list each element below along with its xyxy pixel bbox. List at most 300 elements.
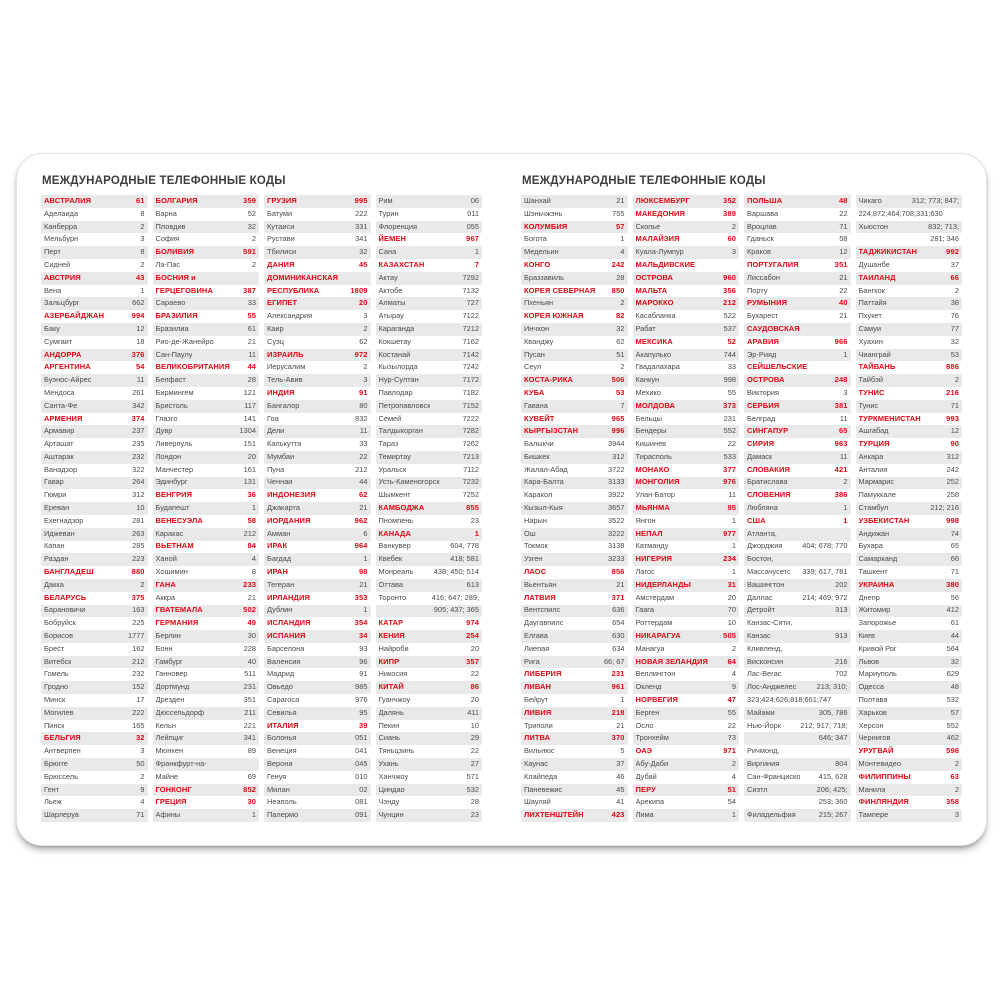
phone-code: 32 [135, 733, 145, 743]
code-column [264, 195, 371, 822]
country-name: КИПР [378, 656, 400, 666]
city-row [376, 310, 483, 323]
country-name: РУМЫНИЯ [747, 298, 788, 308]
phone-code: 263 [132, 528, 145, 538]
country-name: ИРЛАНДИЯ [267, 592, 310, 602]
phone-code: 356 [723, 285, 736, 295]
city-name: Шымкент [378, 490, 411, 500]
phone-code: 961 [611, 682, 625, 692]
phone-code: 322 [132, 464, 145, 474]
phone-code: 43 [135, 272, 145, 282]
phone-code: 832 [355, 413, 368, 423]
city-name: Усть-Каменогорск [378, 477, 440, 487]
city-row [633, 605, 740, 618]
country-row [521, 387, 628, 400]
phone-code: 231 [243, 682, 256, 692]
phone-code: 2 [731, 643, 736, 653]
city-row [41, 515, 148, 528]
city-row [376, 297, 483, 310]
phone-code: 386 [834, 490, 848, 500]
city-row [376, 349, 483, 362]
city-name: Паттайя [858, 298, 887, 308]
city-name: Рига [524, 656, 540, 666]
city-row [856, 425, 963, 438]
phone-code: 3 [363, 375, 368, 385]
phone-code: 423 [611, 810, 625, 820]
phone-code: 2 [620, 362, 625, 372]
city-row [633, 809, 740, 822]
city-name: Кызылорда [378, 362, 418, 372]
phone-code: 8 [140, 208, 145, 218]
phone-code: 2 [251, 259, 256, 269]
city-name: Барселона [267, 643, 305, 653]
city-row [153, 758, 260, 771]
city-row [376, 323, 483, 336]
phone-code: 7 [620, 400, 625, 410]
city-row [153, 643, 260, 656]
city-name: Кызыл-Кыя [524, 503, 563, 513]
phone-code: 3522 [608, 515, 625, 525]
city-row [856, 451, 963, 464]
city-row [521, 796, 628, 809]
phone-code: 52 [247, 208, 256, 218]
phone-code: 32 [950, 336, 959, 346]
city-row [856, 720, 963, 733]
city-row [744, 681, 851, 694]
country-row [521, 285, 628, 298]
phone-code: 357 [466, 656, 479, 666]
city-name: Болонья [267, 733, 297, 743]
city-name: Ташкент [858, 567, 888, 577]
country-row [521, 732, 628, 745]
city-name: Арташат [44, 439, 74, 449]
phone-code: 972 [354, 349, 368, 359]
phone-code: 533 [723, 451, 736, 461]
phone-code: 081 [355, 797, 368, 807]
phone-code: 51 [727, 784, 736, 794]
phone-code: 3 [731, 247, 736, 257]
city-row [376, 694, 483, 707]
phone-code: 48 [838, 195, 848, 205]
city-name: Ливерпуль [155, 439, 193, 449]
city-name: Чикаго [858, 195, 882, 205]
city-row [856, 477, 963, 490]
city-name: Детройт [747, 605, 775, 615]
city-row [521, 208, 628, 221]
city-name: Куала-Лумпур [635, 247, 684, 257]
city-row [744, 349, 851, 362]
city-name: Бразилиа [155, 323, 189, 333]
phone-code: 1 [731, 810, 736, 820]
country-name: НИКАРАГУА [635, 631, 681, 641]
country-row [744, 438, 851, 451]
city-name: Амстердам [635, 592, 675, 602]
country-name: БЕЛЬГИЯ [44, 733, 81, 743]
phone-code: 3222 [608, 528, 625, 538]
city-row [856, 784, 963, 797]
country-row [633, 528, 740, 541]
city-name: Циндао [378, 784, 405, 794]
city-row [633, 541, 740, 554]
phone-code: 359 [243, 195, 256, 205]
city-row [153, 297, 260, 310]
phone-code: 57 [950, 707, 959, 717]
city-row [41, 528, 148, 541]
city-row [521, 643, 628, 656]
phone-code: 4 [140, 797, 145, 807]
city-row [521, 477, 628, 490]
city-row [153, 553, 260, 566]
city-row [41, 451, 148, 464]
phone-code: 354 [354, 618, 368, 628]
city-name: Бирмингем [155, 387, 194, 397]
phone-code: 977 [723, 528, 736, 538]
city-row [633, 592, 740, 605]
phone-code: 22 [359, 451, 368, 461]
city-row [633, 310, 740, 323]
city-name: Токмок [524, 541, 548, 551]
city-row [856, 707, 963, 720]
city-name: Капан [44, 541, 65, 551]
phone-code: 54 [135, 362, 145, 372]
country-row [264, 566, 371, 579]
city-row [856, 336, 963, 349]
phone-code: 1 [620, 234, 625, 244]
country-row [521, 259, 628, 272]
city-name: Бристоль [155, 400, 188, 410]
city-name: Кишинев [635, 439, 667, 449]
phone-code: 1304 [239, 426, 256, 436]
city-row [41, 681, 148, 694]
phone-code: 165 [132, 720, 145, 730]
city-name: Дюссельдорф [155, 707, 205, 717]
phone-code: 880 [131, 567, 145, 577]
city-row [633, 617, 740, 630]
phone-code: 1 [843, 349, 848, 359]
city-row [264, 732, 371, 745]
city-name: Тяньцзинь [378, 746, 415, 756]
city-name: Манила [858, 784, 886, 794]
phone-code: 242 [946, 464, 959, 474]
country-row [521, 566, 628, 579]
country-name: СЛОВАКИЯ [747, 464, 790, 474]
city-row [376, 387, 483, 400]
phone-code: 32 [950, 656, 959, 666]
country-row [264, 272, 371, 285]
phone-code: 161 [243, 464, 256, 474]
phone-code: 22 [470, 746, 479, 756]
city-name: Хьюстон [858, 221, 889, 231]
city-row [744, 221, 851, 234]
city-name: Ашгабад [858, 426, 889, 436]
country-name: НИГЕРИЯ [635, 554, 673, 564]
phone-code: 630 [612, 631, 625, 641]
phone-code: 11 [359, 426, 368, 436]
city-row [153, 668, 260, 681]
city-row [744, 630, 851, 643]
city-name: Памуккале [858, 490, 896, 500]
country-name: ПОРТУГАЛИЯ [747, 259, 799, 269]
country-name: ВЕЛИКОБРИТАНИЯ [155, 362, 230, 372]
phone-code: 045 [355, 759, 368, 769]
city-name: Бендеры [635, 426, 667, 436]
city-name: Бобруйск [44, 618, 76, 628]
city-name: Гюмри [44, 490, 67, 500]
city-row [153, 259, 260, 272]
city-name: Стамбул [858, 503, 889, 513]
country-name: РЕСПУБЛИКА [267, 285, 320, 295]
phone-code: 45 [358, 259, 368, 269]
phone-code: 29 [470, 733, 479, 743]
phone-code: 7212 [462, 323, 479, 333]
phone-code: 438; 450; 514 [433, 567, 479, 577]
phone-code: 552 [723, 426, 736, 436]
city-row [376, 400, 483, 413]
phone-code: 34 [358, 631, 368, 641]
phone-code: 212; 917; 718; [800, 720, 848, 730]
city-row [521, 579, 628, 592]
phone-code: 2 [731, 759, 736, 769]
city-name: Елгава [524, 631, 548, 641]
city-name: Самарканд [858, 554, 898, 564]
city-row [41, 400, 148, 413]
city-name: Далянь [378, 707, 404, 717]
country-name: МОЛДОВА [635, 400, 675, 410]
phone-code: 11 [136, 375, 145, 385]
phone-code: 54 [727, 797, 736, 807]
country-row [376, 681, 483, 694]
city-row [41, 374, 148, 387]
phone-code: 416; 647; 289; [431, 592, 479, 602]
city-name: Шанхай [524, 195, 551, 205]
country-row [153, 246, 260, 259]
page-title: МЕЖДУНАРОДНЫЕ ТЕЛЕФОННЫЕ КОДЫ [42, 175, 286, 187]
city-name: Анкара [858, 451, 884, 461]
phone-code: 613 [466, 579, 479, 589]
country-row [856, 272, 963, 285]
phone-code: 21 [247, 336, 256, 346]
city-name: Гданьск [747, 234, 774, 244]
country-name: ОСТРОВА [747, 375, 785, 385]
city-name: Янгон [635, 515, 656, 525]
country-name: ОАЭ [635, 746, 653, 756]
country-name: ГОНКОНГ [155, 784, 192, 794]
country-row [856, 579, 963, 592]
city-name: Висконсин [747, 656, 784, 666]
city-name: Кривой Рог [858, 643, 897, 653]
phone-code: 051 [355, 733, 368, 743]
city-name: Лейпциг [155, 733, 184, 743]
city-name: Караганда [378, 323, 415, 333]
city-name: Мельбурн [44, 234, 79, 244]
city-name: Рабат [635, 323, 656, 333]
phone-code: 804 [835, 759, 848, 769]
city-name: Амман [267, 528, 291, 538]
city-row [633, 438, 740, 451]
city-name: Мармарис [858, 477, 895, 487]
phone-code: 232 [132, 669, 145, 679]
phone-code: 10 [136, 503, 145, 513]
phone-code: 3 [954, 810, 959, 820]
city-row [153, 745, 260, 758]
country-name: СИНГАПУР [747, 426, 789, 436]
phone-code: 73 [727, 733, 736, 743]
city-row [856, 374, 963, 387]
country-row [633, 553, 740, 566]
phone-code: 856 [611, 567, 625, 577]
city-row [856, 553, 963, 566]
country-row [41, 732, 148, 745]
phone-code: 415, 628 [818, 771, 848, 781]
phone-code: 4 [731, 771, 736, 781]
city-row [633, 451, 740, 464]
phone-code: 215; 267 [818, 810, 848, 820]
city-row [41, 438, 148, 451]
city-name: Ла-Пас [155, 259, 181, 269]
country-name: ТАЙВАНЬ [858, 362, 896, 372]
country-name: СЕЙШЕЛЬСКИЕ [747, 362, 808, 372]
city-name: Сан-Паулу [155, 349, 193, 359]
city-row [856, 681, 963, 694]
phone-code: 506 [611, 375, 625, 385]
city-name: Анталия [858, 464, 888, 474]
code-column [633, 195, 740, 822]
city-row [744, 451, 851, 464]
city-name: Гавар [44, 477, 64, 487]
country-row [264, 592, 371, 605]
country-name: КАЗАХСТАН [378, 259, 425, 269]
country-row [633, 272, 740, 285]
city-name: Вашингтон [747, 579, 785, 589]
city-row [633, 246, 740, 259]
phone-code: 231 [611, 669, 625, 679]
phone-code: 70 [727, 605, 736, 615]
city-name: Канкун [635, 375, 660, 385]
city-name: Дортмунд [155, 682, 190, 692]
country-name: НЕПАЛ [635, 528, 663, 538]
country-name: ТУРКМЕНИСТАН [858, 413, 921, 423]
city-row [744, 732, 851, 745]
city-row [376, 784, 483, 797]
city-name: Гаага [635, 605, 654, 615]
country-name: АРГЕНТИНА [44, 362, 91, 372]
country-row [41, 361, 148, 374]
country-row [633, 336, 740, 349]
city-row [41, 489, 148, 502]
city-row [856, 758, 963, 771]
page-right [521, 175, 962, 822]
country-name: КАТАР [378, 618, 404, 628]
phone-code: 2 [140, 771, 145, 781]
city-name: Батуми [267, 208, 293, 218]
city-name: Дакка [44, 579, 64, 589]
city-name: Брюссель [44, 771, 78, 781]
phone-code: 21 [839, 311, 848, 321]
city-name: Бишкек [524, 451, 550, 461]
city-name: Зальцбург [44, 298, 80, 308]
city-name: Пусан [524, 349, 545, 359]
phone-code: 232 [132, 451, 145, 461]
city-row [264, 528, 371, 541]
phone-code: 52 [727, 336, 736, 346]
city-row [521, 246, 628, 259]
city-row [264, 796, 371, 809]
country-name: ЛИХТЕНШТЕЙН [524, 810, 584, 820]
city-row [633, 387, 740, 400]
phone-code: 20 [470, 643, 479, 653]
code-column [153, 195, 260, 822]
phone-code: 12 [950, 426, 959, 436]
phone-code: 33 [247, 298, 256, 308]
city-name: Ченнаи [267, 477, 293, 487]
country-row [153, 361, 260, 374]
phone-code: 20 [470, 695, 479, 705]
phone-code: 62 [616, 336, 625, 346]
city-row [521, 553, 628, 566]
city-name: Кокшетау [378, 336, 411, 346]
city-name: Лос-Анджелес [747, 682, 797, 692]
phone-code: 654 [612, 618, 625, 628]
phone-code: 976 [355, 695, 368, 705]
phone-code: 7222 [462, 413, 479, 423]
city-row [376, 643, 483, 656]
phone-code: 634 [612, 643, 625, 653]
city-name: Севилья [267, 707, 297, 717]
city-row [41, 336, 148, 349]
phone-code: 95 [727, 503, 736, 513]
phone-code: 913 [835, 631, 848, 641]
city-name: Днепр [858, 592, 880, 602]
city-row [153, 413, 260, 426]
country-row [153, 617, 260, 630]
country-name: БЕЛАРУСЬ [44, 592, 87, 602]
phone-code: 71 [136, 810, 145, 820]
city-row [521, 233, 628, 246]
city-row [633, 796, 740, 809]
phone-code: 254 [466, 631, 479, 641]
country-name: КОРЕЯ ЮЖНАЯ [524, 311, 584, 321]
country-name: НИДЕРЛАНДЫ [635, 579, 691, 589]
city-name: Овьедо [267, 682, 293, 692]
country-name: КОЛУМБИЯ [524, 221, 568, 231]
city-row [744, 272, 851, 285]
phone-code: 055 [466, 221, 479, 231]
country-name: АВСТРАЛИЯ [44, 195, 92, 205]
city-name: Костанай [378, 349, 411, 359]
city-row [153, 208, 260, 221]
city-row [264, 553, 371, 566]
country-name: ИСПАНИЯ [267, 631, 306, 641]
city-name: Перт [44, 247, 61, 257]
city-name: Иджеван [44, 528, 75, 538]
country-row [264, 720, 371, 733]
country-name: АРАВИЯ [747, 336, 779, 346]
city-name: Брюгге [44, 759, 68, 769]
country-name: МАКЕДОНИЯ [635, 208, 686, 218]
city-row [856, 464, 963, 477]
city-row [521, 323, 628, 336]
city-name: Барановичи [44, 605, 86, 615]
phone-code: 95 [359, 707, 368, 717]
phone-code: 992 [946, 247, 959, 257]
phone-code: 20 [247, 451, 256, 461]
phone-code: 7292 [462, 272, 479, 282]
phone-code: 63 [950, 771, 959, 781]
city-name: Даллас [747, 592, 773, 602]
city-row [633, 413, 740, 426]
city-row [633, 643, 740, 656]
country-row [744, 425, 851, 438]
